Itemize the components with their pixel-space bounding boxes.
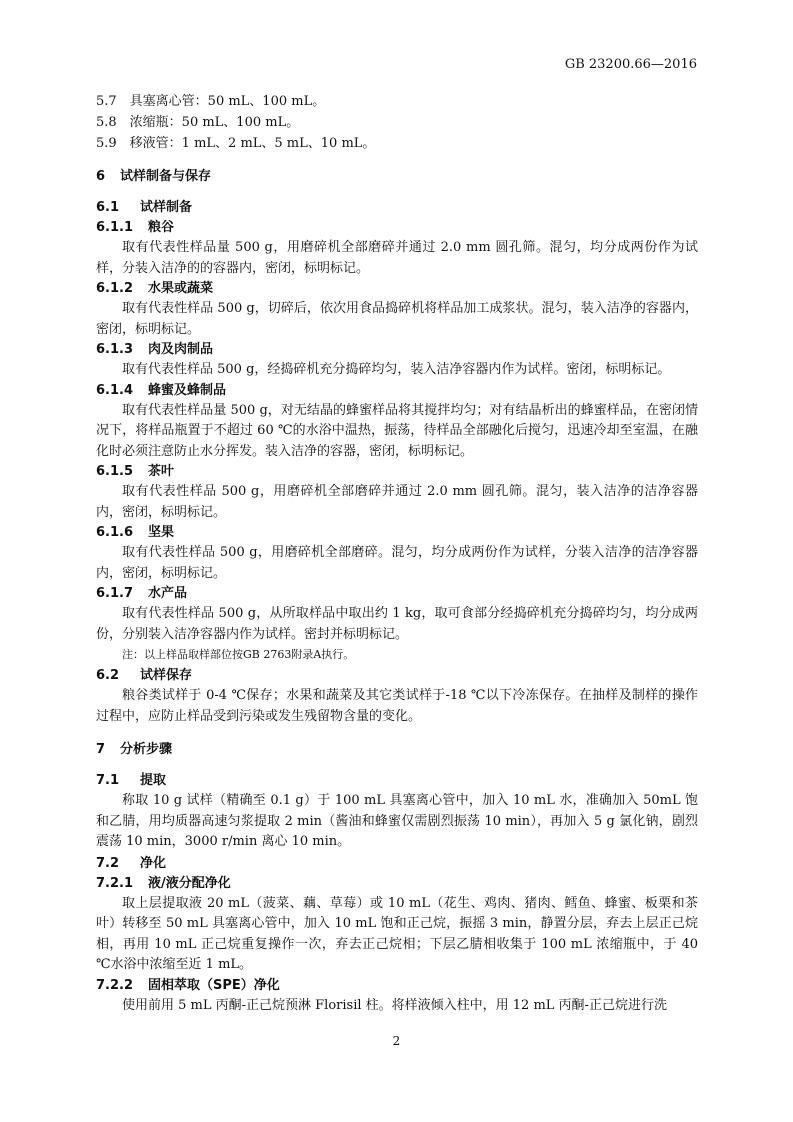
paragraph: 取有代表性样品 500 g，经捣碎机充分捣碎均匀，装入洁净容器内作为试样。密闭，标明标记。: [122, 362, 671, 377]
section-heading-6-1-5: 6.1.5 茶叶: [96, 464, 175, 479]
list-item: 5.7 具塞离心管：50 mL、100 mL。: [96, 94, 326, 109]
paragraph: 取有代表性样品 500 g，切碎后，依次用食品捣碎机将样品加工成浆状。混匀，装入洁净的容器内，密闭，标明标记。: [96, 301, 698, 337]
note: 注：以上样品取样部位按GB 2763附录A执行。: [122, 648, 355, 661]
paragraph: 使用前用 5 mL 丙酮-正己烷预淋 Florisil 柱。将样液倾入柱中，用 12 mL 丙酮-正己烷进行洗: [122, 997, 667, 1013]
section-heading-7-2: 7.2 净化: [96, 855, 167, 871]
paragraph: 粮谷类试样于 0-4 ℃保存；水果和蔬菜及其它类试样于-18 ℃以下冷冻保存。在抽样及制样的操作过程中，应防止样品受到污染或发生残留物含量的变化。: [96, 688, 698, 724]
section-heading-7-2-2: 7.2.2 固相萃取（SPE）净化: [96, 977, 280, 993]
section-heading-6-1: 6.1 试样制备: [96, 200, 193, 215]
section-heading-6-2: 6.2 试样保存: [96, 668, 193, 683]
section-heading-6-1-6: 6.1.6 坚果: [96, 525, 175, 540]
list-item: 5.8 浓缩瓶：50 mL、100 mL。: [96, 115, 300, 130]
paragraph: 取有代表性样品量 500 g，用磨碎机全部磨碎并通过 2.0 mm 圆孔筛。混匀，均分成两份作为试样，分装入洁净的的容器内，密闭，标明标记。: [96, 240, 698, 276]
list-item: 5.9 移液管：1 mL、2 mL、5 mL、10 mL。: [96, 136, 376, 151]
paragraph: 取有代表性样品 500 g，从所取样品中取出约 1 kg，取可食部分经捣碎机充分捣碎均匀，均分成两份，分别装入洁净容器内作为试样。密封并标明标记。: [96, 606, 698, 642]
document-body: [96, 91, 698, 1016]
page-number: 2: [392, 1034, 401, 1048]
section-heading-6: 6 试样制备与保存: [96, 169, 212, 184]
section-heading-7-1: 7.1 提取: [96, 773, 167, 788]
paragraph: 取有代表性样品 500 g，用磨碎机全部磨碎。混匀，均分成两份作为试样，分装入洁净的洁净容器内，密闭，标明标记。: [96, 545, 698, 581]
section-heading-7-2-1: 7.2.1 液/液分配净化: [96, 875, 231, 891]
section-heading-6-1-1: 6.1.1 粮谷: [96, 220, 175, 235]
section-heading-6-1-4: 6.1.4 蜂蜜及蜂制品: [96, 382, 227, 398]
section-heading-6-1-3: 6.1.3 肉及肉制品: [96, 342, 214, 357]
section-heading-6-1-2: 6.1.2 水果或蔬菜: [96, 281, 214, 296]
paragraph: 取有代表性样品量 500 g，对无结晶的蜂蜜样品将其搅拌均匀；对有结晶析出的蜂蜜样品，在密闭情况下，将样品瓶置于不超过 60 ℃的水浴中温热，振荡，待样品全部融化后搅匀，迅速冷却至室温，在融化时必须注意防止水分挥发。装入洁净的容器，密闭，标明标记。: [96, 402, 698, 459]
paragraph: 取上层提取液 20 mL（菠菜、藕、草莓）或 10 mL（花生、鸡肉、猪肉、鳕鱼、蜂蜜、板栗和茶叶）转移至 50 mL 具塞离心管中，加入 10 mL 饱和正己烷，振摇 3 min，静置分层，弃去上层正己烷相，再用 10 mL 正己烷重复操作一次，弃去正己烷相；下层乙腈相收集于 100 mL 浓缩瓶中，于 40 ℃水浴中浓缩至近 1 mL。: [96, 895, 698, 972]
paragraph: 取有代表性样品 500 g，用磨碎机全部磨碎并通过 2.0 mm 圆孔筛。混匀，装入洁净的洁净容器内，密闭，标明标记。: [96, 484, 698, 520]
paragraph: 称取 10 g 试样（精确至 0.1 g）于 100 mL 具塞离心管中，加入 10 mL 水，准确加入 50mL 饱和乙腈，用均质器高速匀浆提取 2 min（酱油和蜂蜜仅需剧烈振荡 10 min），再加入 5 g 氯化钠，剧烈震荡 10 min，3000 r/min 离心 10 min。: [96, 793, 698, 849]
standard-code: GB 23200.66—2016: [564, 57, 697, 72]
section-heading-6-1-7: 6.1.7 水产品: [96, 586, 188, 601]
section-heading-7: 7 分析步骤: [96, 742, 173, 757]
